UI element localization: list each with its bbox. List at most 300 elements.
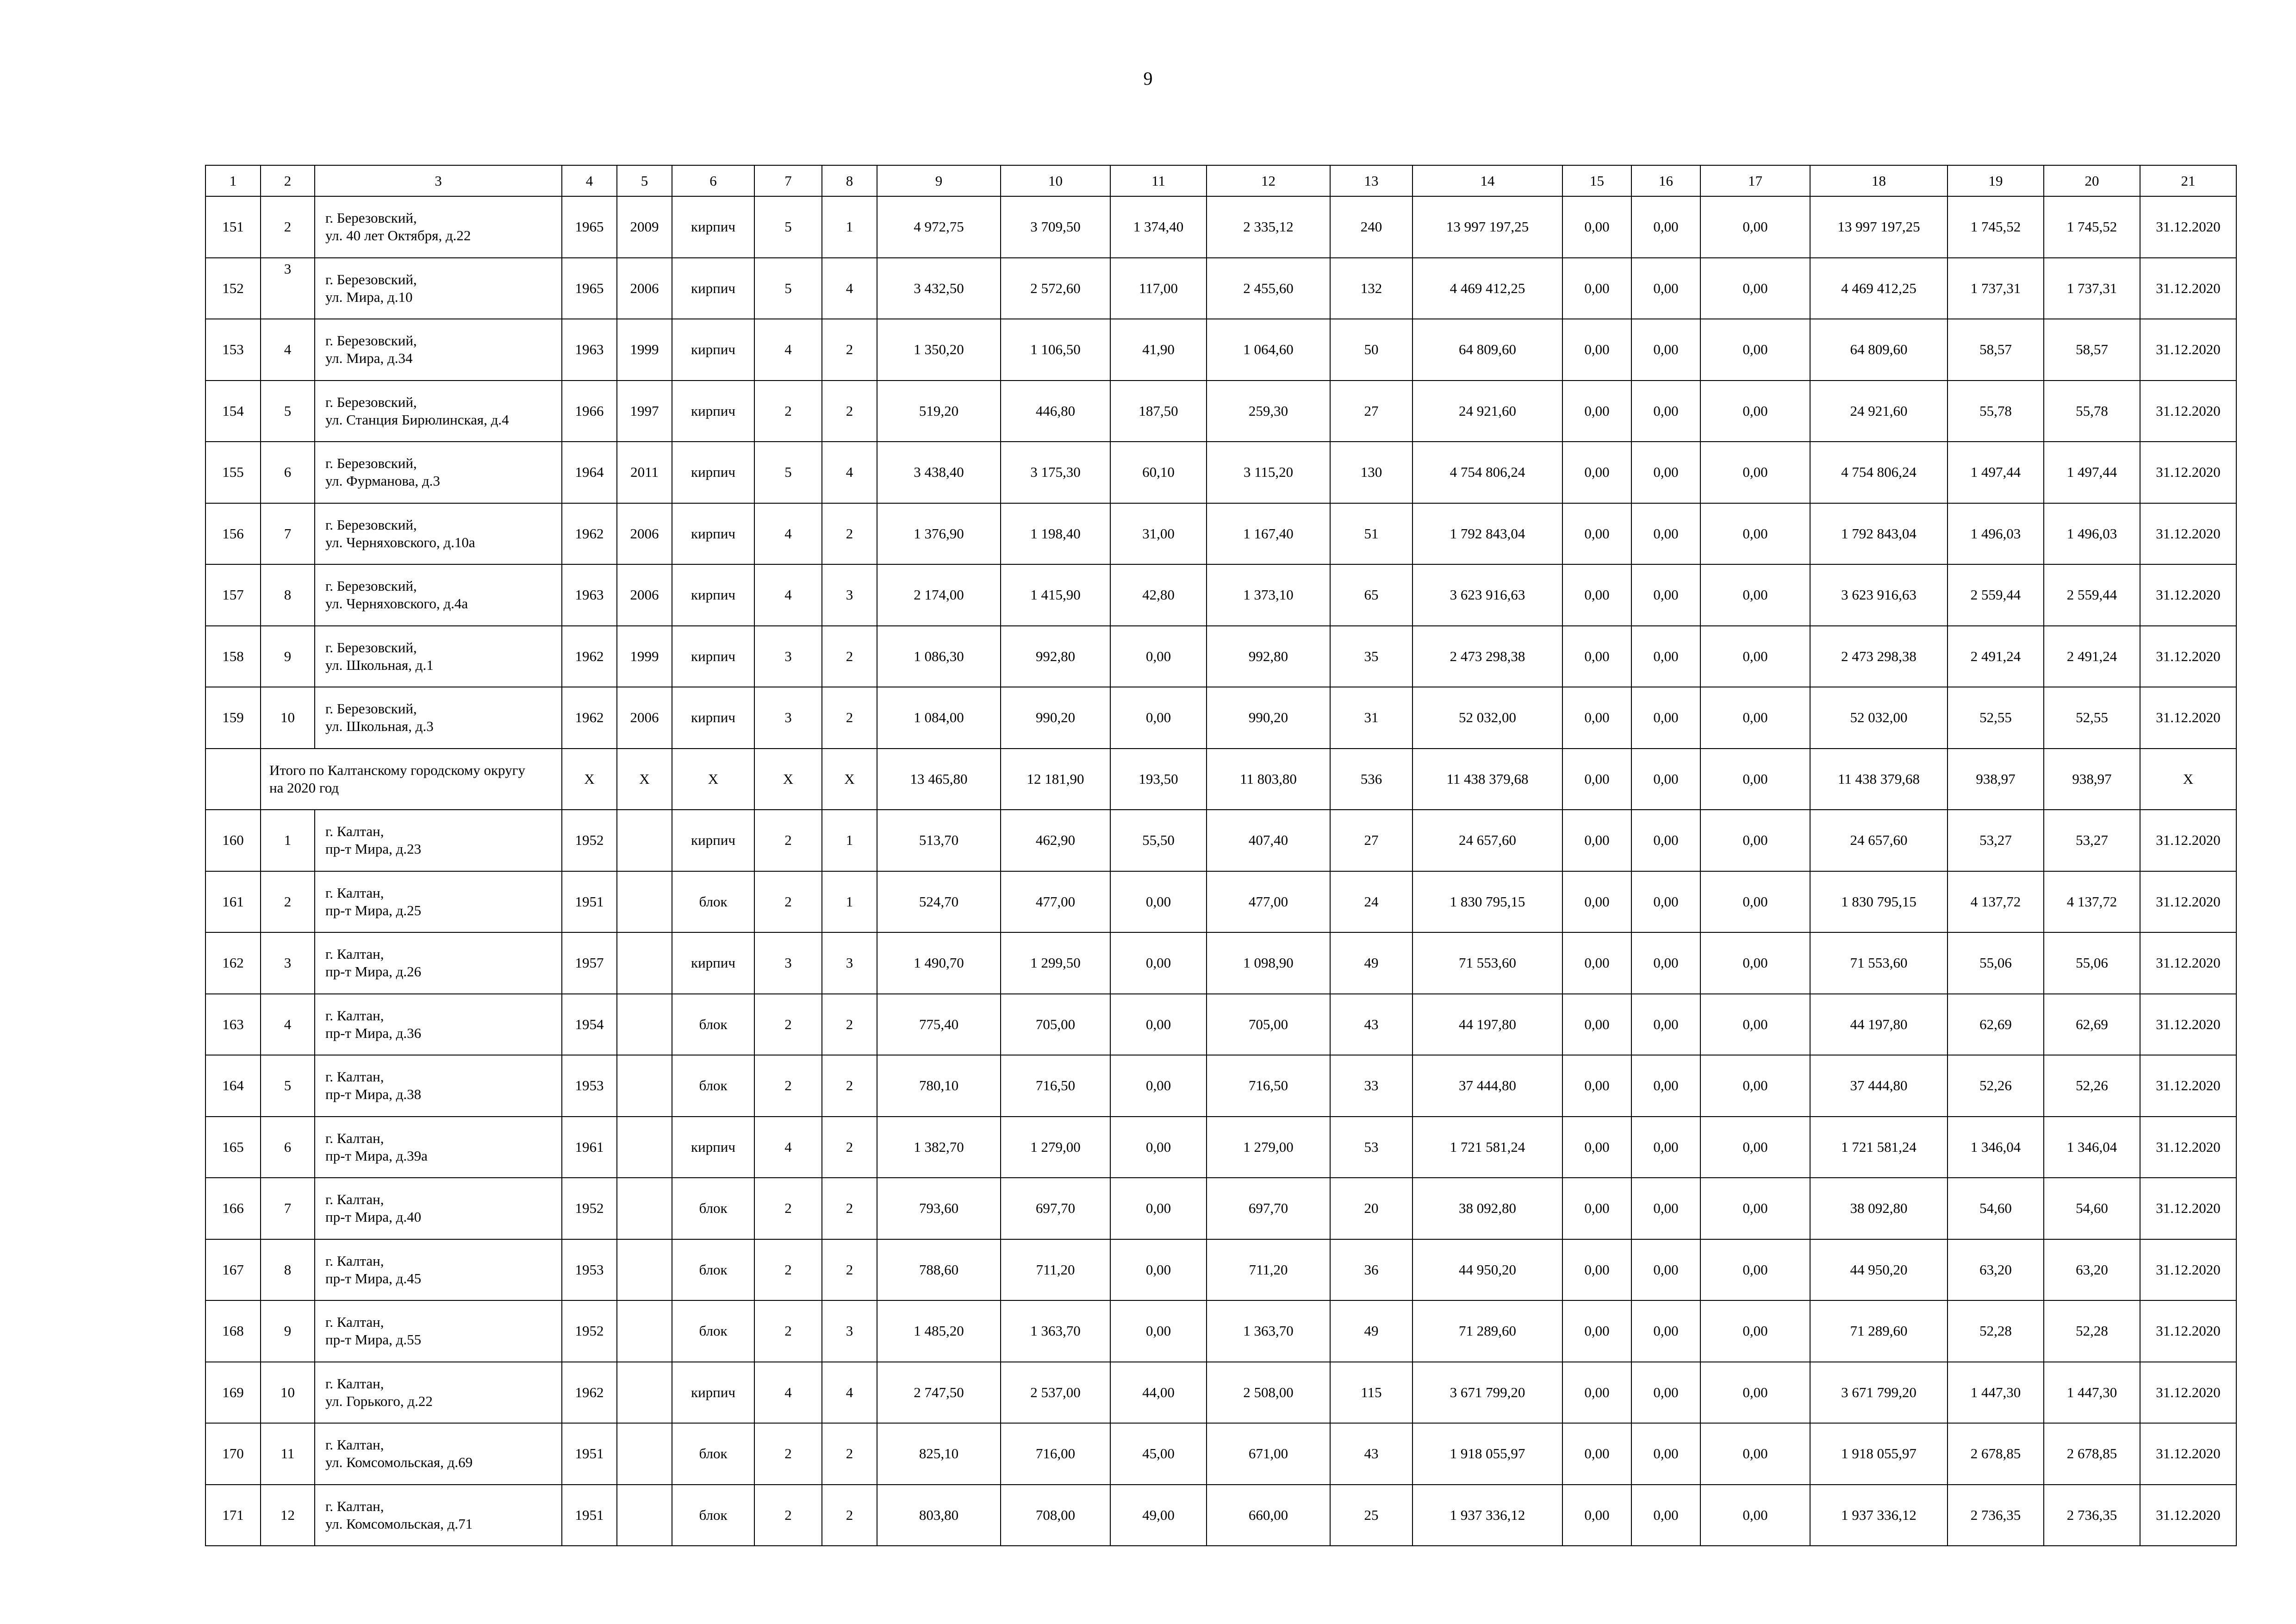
cell-col-6: блок (672, 871, 754, 933)
cell-col-9: 803,80 (877, 1485, 1001, 1546)
cell-col-8: 4 (822, 258, 877, 319)
cell-col-7: 2 (754, 994, 822, 1056)
cell-row-number: 160 (205, 810, 261, 871)
cell-col-17: 0,00 (1700, 1178, 1810, 1239)
cell-col-10: 3 175,30 (1001, 442, 1110, 503)
cell-col-16: 0,00 (1631, 1178, 1700, 1239)
cell-col-19: 52,55 (1948, 687, 2044, 749)
address-city: г. Калтан, (325, 1498, 384, 1514)
cell-col-15: 0,00 (1562, 442, 1631, 503)
cell-col-6: X (672, 749, 754, 810)
cell-col-16: 0,00 (1631, 626, 1700, 687)
cell-col-11: 0,00 (1110, 626, 1207, 687)
cell-col-6: блок (672, 1485, 754, 1546)
cell-row-number: 153 (205, 319, 261, 381)
cell-col-19: 63,20 (1948, 1239, 2044, 1301)
cell-col-4: 1962 (562, 1362, 617, 1424)
cell-col-12: 697,70 (1207, 1178, 1330, 1239)
cell-col-18: 24 657,60 (1810, 810, 1948, 871)
cell-col-4: 1951 (562, 1423, 617, 1485)
cell-col-21: X (2140, 749, 2236, 810)
cell-col-9: 2 174,00 (877, 564, 1001, 626)
cell-col-14: 1 792 843,04 (1412, 503, 1562, 565)
cell-col-10: 1 198,40 (1001, 503, 1110, 565)
cell-col-4: 1951 (562, 1485, 617, 1546)
cell-col-5 (617, 1055, 672, 1117)
total-label-line-2: на 2020 год (269, 779, 339, 796)
cell-col-16: 0,00 (1631, 1117, 1700, 1178)
cell-col-18: 1 792 843,04 (1810, 503, 1948, 565)
cell-col-6: кирпич (672, 381, 754, 442)
local-number-value: 12 (280, 1506, 295, 1523)
cell-col-17: 0,00 (1700, 687, 1810, 749)
cell-col-21: 31.12.2020 (2140, 1239, 2236, 1301)
cell-row-number: 159 (205, 687, 261, 749)
table-row (205, 1485, 2236, 1546)
cell-col-13: 50 (1330, 319, 1412, 381)
cell-col-18: 1 830 795,15 (1810, 871, 1948, 933)
cell-local-number (261, 442, 315, 503)
cell-col-18: 64 809,60 (1810, 319, 1948, 381)
cell-col-13: 43 (1330, 1423, 1412, 1485)
cell-col-9: 13 465,80 (877, 749, 1001, 810)
cell-col-15: 0,00 (1562, 932, 1631, 994)
cell-col-12: 716,50 (1207, 1055, 1330, 1117)
cell-col-21: 31.12.2020 (2140, 196, 2236, 258)
cell-col-17: 0,00 (1700, 1117, 1810, 1178)
cell-local-number (261, 1362, 315, 1424)
cell-col-16: 0,00 (1631, 994, 1700, 1056)
cell-col-9: 1 490,70 (877, 932, 1001, 994)
cell-col-12: 1 098,90 (1207, 932, 1330, 994)
cell-col-18: 71 553,60 (1810, 932, 1948, 994)
cell-col-18: 38 092,80 (1810, 1178, 1948, 1239)
cell-col-15: 0,00 (1562, 258, 1631, 319)
table-row (205, 1178, 2236, 1239)
cell-col-6: кирпич (672, 442, 754, 503)
table-body (205, 196, 2236, 1546)
cell-local-number (261, 994, 315, 1056)
cell-col-18: 13 997 197,25 (1810, 196, 1948, 258)
table-row (205, 994, 2236, 1056)
address-city: г. Калтан, (325, 1191, 384, 1208)
cell-col-16: 0,00 (1631, 749, 1700, 810)
cell-col-21: 31.12.2020 (2140, 626, 2236, 687)
address-street: пр-т Мира, д.39а (325, 1147, 428, 1164)
cell-col-17: 0,00 (1700, 932, 1810, 994)
cell-col-18: 3 671 799,20 (1810, 1362, 1948, 1424)
column-header-1: 1 (205, 165, 261, 196)
cell-col-21: 31.12.2020 (2140, 871, 2236, 933)
cell-col-20: 55,78 (2044, 381, 2140, 442)
cell-col-15: 0,00 (1562, 626, 1631, 687)
cell-col-4: 1965 (562, 258, 617, 319)
cell-local-number (261, 1485, 315, 1546)
cell-col-11: 45,00 (1110, 1423, 1207, 1485)
table-row (205, 810, 2236, 871)
table-row (205, 687, 2236, 749)
cell-col-20: 2 559,44 (2044, 564, 2140, 626)
cell-col-4: 1952 (562, 810, 617, 871)
cell-col-14: 71 289,60 (1412, 1300, 1562, 1362)
cell-col-18: 37 444,80 (1810, 1055, 1948, 1117)
cell-col-19: 2 678,85 (1948, 1423, 2044, 1485)
cell-col-4: 1964 (562, 442, 617, 503)
cell-col-15: 0,00 (1562, 687, 1631, 749)
cell-col-21: 31.12.2020 (2140, 564, 2236, 626)
cell-col-21: 31.12.2020 (2140, 810, 2236, 871)
cell-col-11: 0,00 (1110, 1300, 1207, 1362)
cell-col-21: 31.12.2020 (2140, 1300, 2236, 1362)
column-header-12: 12 (1207, 165, 1330, 196)
cell-col-14: 3 671 799,20 (1412, 1362, 1562, 1424)
local-number-value: 1 (284, 832, 292, 849)
column-header-5: 5 (617, 165, 672, 196)
cell-col-14: 44 197,80 (1412, 994, 1562, 1056)
cell-col-15: 0,00 (1562, 381, 1631, 442)
cell-col-12: 992,80 (1207, 626, 1330, 687)
cell-col-16: 0,00 (1631, 196, 1700, 258)
column-header-8: 8 (822, 165, 877, 196)
address-city: г. Березовский, (325, 271, 417, 287)
cell-col-8: 2 (822, 319, 877, 381)
address-street: ул. Фурманова, д.3 (325, 473, 440, 489)
cell-col-10: 1 279,00 (1001, 1117, 1110, 1178)
cell-col-17: 0,00 (1700, 1423, 1810, 1485)
cell-col-14: 24 921,60 (1412, 381, 1562, 442)
cell-col-10: 697,70 (1001, 1178, 1110, 1239)
cell-row-number: 168 (205, 1300, 261, 1362)
cell-col-17: 0,00 (1700, 1055, 1810, 1117)
column-header-7: 7 (754, 165, 822, 196)
table-row (205, 442, 2236, 503)
table-row (205, 564, 2236, 626)
cell-col-16: 0,00 (1631, 932, 1700, 994)
cell-col-8: 2 (822, 994, 877, 1056)
cell-row-number: 164 (205, 1055, 261, 1117)
cell-col-4: 1966 (562, 381, 617, 442)
cell-col-11: 55,50 (1110, 810, 1207, 871)
cell-col-17: 0,00 (1700, 319, 1810, 381)
cell-col-19: 2 736,35 (1948, 1485, 2044, 1546)
cell-col-8: 2 (822, 687, 877, 749)
cell-col-6: кирпич (672, 932, 754, 994)
cell-col-7: 2 (754, 810, 822, 871)
cell-col-15: 0,00 (1562, 871, 1631, 933)
cell-col-9: 1 376,90 (877, 503, 1001, 565)
cell-col-9: 3 438,40 (877, 442, 1001, 503)
cell-col-4: 1962 (562, 503, 617, 565)
cell-col-5: 2006 (617, 687, 672, 749)
cell-local-number (261, 1239, 315, 1301)
cell-local-number (261, 503, 315, 565)
cell-col-20: 2 736,35 (2044, 1485, 2140, 1546)
cell-col-13: 65 (1330, 564, 1412, 626)
cell-col-14: 1 937 336,12 (1412, 1485, 1562, 1546)
cell-row-number: 158 (205, 626, 261, 687)
cell-col-12: 1 373,10 (1207, 564, 1330, 626)
cell-address (315, 564, 562, 626)
local-number-value: 11 (280, 1445, 295, 1462)
cell-col-21: 31.12.2020 (2140, 1117, 2236, 1178)
cell-col-7: 5 (754, 442, 822, 503)
cell-col-11: 1 374,40 (1110, 196, 1207, 258)
address-city: г. Калтан, (325, 823, 384, 840)
cell-row-number: 166 (205, 1178, 261, 1239)
cell-col-5 (617, 1239, 672, 1301)
cell-address (315, 196, 562, 258)
cell-col-14: 2 473 298,38 (1412, 626, 1562, 687)
cell-col-12: 11 803,80 (1207, 749, 1330, 810)
cell-col-21: 31.12.2020 (2140, 1362, 2236, 1424)
local-number-value: 10 (280, 1384, 295, 1400)
cell-local-number (261, 319, 315, 381)
cell-col-13: 27 (1330, 810, 1412, 871)
cell-local-number (261, 687, 315, 749)
cell-col-20: 52,28 (2044, 1300, 2140, 1362)
cell-col-20: 938,97 (2044, 749, 2140, 810)
cell-col-8: 4 (822, 442, 877, 503)
cell-row-number: 165 (205, 1117, 261, 1178)
cell-row-number: 157 (205, 564, 261, 626)
address-street: пр-т Мира, д.25 (325, 902, 422, 918)
cell-col-16: 0,00 (1631, 319, 1700, 381)
cell-col-4: 1954 (562, 994, 617, 1056)
cell-col-15: 0,00 (1562, 503, 1631, 565)
cell-address (315, 319, 562, 381)
cell-col-6: блок (672, 1239, 754, 1301)
cell-col-21: 31.12.2020 (2140, 319, 2236, 381)
local-number-value: 10 (280, 709, 295, 726)
cell-address (315, 381, 562, 442)
cell-address (315, 994, 562, 1056)
cell-row-number: 151 (205, 196, 261, 258)
cell-col-11: 41,90 (1110, 319, 1207, 381)
table-row (205, 871, 2236, 933)
cell-col-21: 31.12.2020 (2140, 503, 2236, 565)
cell-col-5: 1999 (617, 626, 672, 687)
table-row (205, 1055, 2236, 1117)
cell-col-6: кирпич (672, 258, 754, 319)
cell-col-10: 12 181,90 (1001, 749, 1110, 810)
cell-col-18: 2 473 298,38 (1810, 626, 1948, 687)
cell-col-14: 44 950,20 (1412, 1239, 1562, 1301)
table-row (205, 1300, 2236, 1362)
cell-col-12: 2 335,12 (1207, 196, 1330, 258)
address-city: г. Березовский, (325, 210, 417, 226)
cell-col-5: 2011 (617, 442, 672, 503)
cell-col-17: 0,00 (1700, 442, 1810, 503)
cell-col-6: кирпич (672, 503, 754, 565)
cell-address (315, 1485, 562, 1546)
cell-row-number: 154 (205, 381, 261, 442)
cell-col-12: 407,40 (1207, 810, 1330, 871)
cell-col-16: 0,00 (1631, 381, 1700, 442)
table-row (205, 319, 2236, 381)
cell-col-19: 52,26 (1948, 1055, 2044, 1117)
cell-row-number: 170 (205, 1423, 261, 1485)
cell-row-number: 152 (205, 258, 261, 319)
cell-row-number: 156 (205, 503, 261, 565)
address-street: пр-т Мира, д.23 (325, 841, 422, 857)
address-city: г. Березовский, (325, 332, 417, 349)
cell-col-13: 25 (1330, 1485, 1412, 1546)
cell-col-7: 4 (754, 564, 822, 626)
column-header-2: 2 (261, 165, 315, 196)
address-street: ул. Станция Бирюлинская, д.4 (325, 411, 509, 428)
cell-col-7: 4 (754, 503, 822, 565)
address-city: г. Калтан, (325, 1437, 384, 1453)
column-header-15: 15 (1562, 165, 1631, 196)
cell-col-9: 1 485,20 (877, 1300, 1001, 1362)
cell-col-18: 11 438 379,68 (1810, 749, 1948, 810)
cell-local-number (261, 1178, 315, 1239)
column-header-14: 14 (1412, 165, 1562, 196)
cell-col-15: 0,00 (1562, 1178, 1631, 1239)
cell-col-15: 0,00 (1562, 1485, 1631, 1546)
local-number-value: 4 (284, 341, 292, 358)
cell-col-20: 1 745,52 (2044, 196, 2140, 258)
cell-local-number (261, 564, 315, 626)
cell-col-18: 1 937 336,12 (1810, 1485, 1948, 1546)
cell-row-number: 162 (205, 932, 261, 994)
cell-col-5 (617, 1117, 672, 1178)
address-street: ул. Горького, д.22 (325, 1393, 433, 1409)
total-label (261, 749, 562, 810)
cell-col-14: 4 754 806,24 (1412, 442, 1562, 503)
cell-col-6: блок (672, 1178, 754, 1239)
cell-col-19: 54,60 (1948, 1178, 2044, 1239)
cell-col-4: 1952 (562, 1300, 617, 1362)
local-number-value: 9 (284, 1323, 292, 1339)
column-header-20: 20 (2044, 165, 2140, 196)
address-city: г. Калтан, (325, 1068, 384, 1085)
cell-col-15: 0,00 (1562, 1362, 1631, 1424)
column-header-21: 21 (2140, 165, 2236, 196)
cell-col-20: 2 491,24 (2044, 626, 2140, 687)
cell-address (315, 1362, 562, 1424)
local-number-value: 2 (284, 219, 292, 235)
cell-col-4: 1951 (562, 871, 617, 933)
cell-address (315, 1300, 562, 1362)
cell-col-18: 44 197,80 (1810, 994, 1948, 1056)
cell-col-16: 0,00 (1631, 564, 1700, 626)
cell-col-4: 1962 (562, 626, 617, 687)
cell-col-7: 2 (754, 1178, 822, 1239)
cell-col-13: 24 (1330, 871, 1412, 933)
table-row (205, 1423, 2236, 1485)
cell-col-13: 27 (1330, 381, 1412, 442)
cell-col-4: 1963 (562, 319, 617, 381)
cell-col-9: 2 747,50 (877, 1362, 1001, 1424)
address-street: ул. Комсомольская, д.71 (325, 1515, 473, 1532)
cell-local-number (261, 932, 315, 994)
cell-col-13: 49 (1330, 1300, 1412, 1362)
table-row (205, 196, 2236, 258)
cell-col-16: 0,00 (1631, 810, 1700, 871)
address-street: ул. 40 лет Октября, д.22 (325, 227, 471, 244)
cell-col-13: 35 (1330, 626, 1412, 687)
local-number-value: 9 (284, 648, 292, 664)
cell-col-7: 2 (754, 1300, 822, 1362)
cell-local-number (261, 258, 315, 319)
cell-col-6: кирпич (672, 196, 754, 258)
column-header-17: 17 (1700, 165, 1810, 196)
cell-col-13: 536 (1330, 749, 1412, 810)
cell-col-4: 1961 (562, 1117, 617, 1178)
cell-col-19: 1 497,44 (1948, 442, 2044, 503)
cell-col-19: 58,57 (1948, 319, 2044, 381)
cell-col-16: 0,00 (1631, 442, 1700, 503)
cell-col-13: 33 (1330, 1055, 1412, 1117)
cell-col-15: 0,00 (1562, 994, 1631, 1056)
cell-col-8: 2 (822, 503, 877, 565)
cell-col-12: 990,20 (1207, 687, 1330, 749)
cell-col-8: 1 (822, 810, 877, 871)
cell-local-number (261, 1117, 315, 1178)
cell-col-12: 671,00 (1207, 1423, 1330, 1485)
address-street: ул. Школьная, д.3 (325, 718, 434, 735)
cell-col-12: 660,00 (1207, 1485, 1330, 1546)
cell-col-7: 3 (754, 626, 822, 687)
cell-col-4: 1965 (562, 196, 617, 258)
table-row (205, 1117, 2236, 1178)
cell-col-15: 0,00 (1562, 749, 1631, 810)
cell-address (315, 442, 562, 503)
cell-col-12: 1 167,40 (1207, 503, 1330, 565)
cell-col-7: 4 (754, 319, 822, 381)
address-city: г. Калтан, (325, 1252, 384, 1269)
local-number-value: 7 (284, 1200, 292, 1217)
cell-col-8: 2 (822, 1055, 877, 1117)
cell-col-12: 3 115,20 (1207, 442, 1330, 503)
cell-col-14: 38 092,80 (1412, 1178, 1562, 1239)
table-row (205, 258, 2236, 319)
cell-col-16: 0,00 (1631, 1423, 1700, 1485)
column-header-9: 9 (877, 165, 1001, 196)
cell-col-19: 55,06 (1948, 932, 2044, 994)
cell-col-13: 36 (1330, 1239, 1412, 1301)
cell-col-5 (617, 1362, 672, 1424)
cell-col-5 (617, 1423, 672, 1485)
cell-col-8: 4 (822, 1362, 877, 1424)
cell-col-9: 788,60 (877, 1239, 1001, 1301)
cell-col-19: 1 737,31 (1948, 258, 2044, 319)
cell-col-19: 1 745,52 (1948, 196, 2044, 258)
housing-register-table (205, 165, 2237, 1546)
cell-col-5 (617, 1178, 672, 1239)
cell-local-number (261, 810, 315, 871)
cell-col-16: 0,00 (1631, 258, 1700, 319)
cell-col-8: 2 (822, 381, 877, 442)
cell-col-18: 4 754 806,24 (1810, 442, 1948, 503)
address-city: г. Калтан, (325, 946, 384, 962)
cell-col-11: 117,00 (1110, 258, 1207, 319)
cell-local-number (261, 871, 315, 933)
cell-row-number: 163 (205, 994, 261, 1056)
cell-local-number (261, 1300, 315, 1362)
cell-local-number (261, 1055, 315, 1117)
cell-col-9: 793,60 (877, 1178, 1001, 1239)
cell-col-10: 708,00 (1001, 1485, 1110, 1546)
cell-col-9: 1 084,00 (877, 687, 1001, 749)
cell-col-15: 0,00 (1562, 1239, 1631, 1301)
cell-col-20: 55,06 (2044, 932, 2140, 994)
address-street: ул. Мира, д.34 (325, 350, 413, 367)
cell-col-18: 71 289,60 (1810, 1300, 1948, 1362)
cell-col-4: 1957 (562, 932, 617, 994)
cell-col-19: 4 137,72 (1948, 871, 2044, 933)
